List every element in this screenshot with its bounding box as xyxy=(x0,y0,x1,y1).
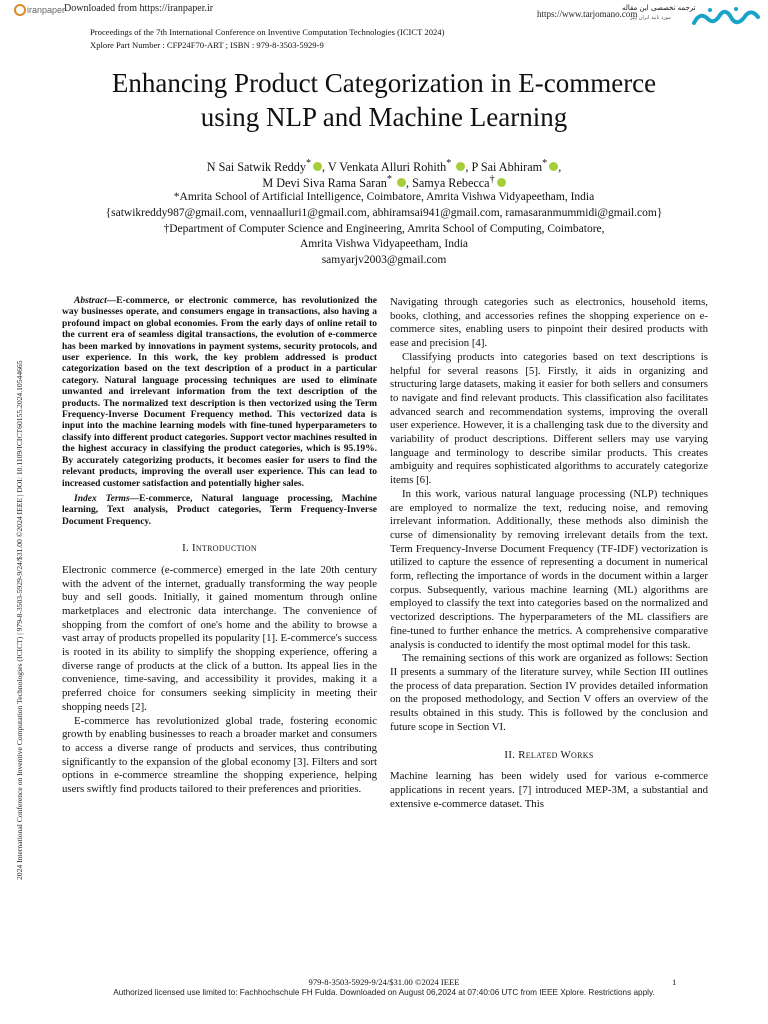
index-terms-text: —E-commerce, Natural language processing, Machine learning, Text analysis, Product categories, Term Frequency-Inverse Document Frequency. xyxy=(62,493,377,527)
tarjomano-tagline: ترجمه تخصصی این مقاله xyxy=(622,4,696,12)
xplore-part-line: Xplore Part Number : CFP24F70-ART ; ISBN : 979-8-3503-5929-9 xyxy=(90,40,324,50)
corresponding-email: samyarjv2003@gmail.com xyxy=(321,254,447,266)
index-terms xyxy=(62,494,377,528)
author-separator: , xyxy=(465,160,469,175)
author-name: Samya Rebecca xyxy=(412,176,490,191)
proceedings-line: Proceedings of the 7th International Conference on Inventive Computation Technologies (ICICT 2024) xyxy=(90,27,445,37)
iranpaper-logo-icon xyxy=(14,4,26,16)
license-footer: Authorized licensed use limited to: Fachhochschule FH Fulda. Downloaded on August 06,2024 at 07:40:06 UTC from IEEE Xplore. Restrictions apply. xyxy=(113,988,655,997)
related-paragraph-1: Machine learning has been widely used for various e-commerce applications in recent years. [7] introduced MEP-3M, a substantial and extensive e-commerce dataset. This xyxy=(390,770,708,810)
author-line-2 xyxy=(0,172,768,191)
doi-side-strip: 2024 International Conference on Inventive Computation Technologies (ICICT) | 979-8-3503-5929-9/24/$31.00 ©2024 IEEE | DOI: 10.1109/ICICT60155.2024.10544665 xyxy=(15,360,24,880)
right-column xyxy=(390,296,708,811)
right-paragraph-4: The remaining sections of this work are organized as follows: Section II presents a summary of the literature survey, while Section III outlines the process of data preparation. Section IV provides detailed information on the proposed methodology, and Section V offers an overview of the results obtained in this study. This is followed by the conclusion and future scope in Section VI. xyxy=(390,652,708,733)
tarjomano-logo[interactable] xyxy=(690,5,762,31)
author-name: P Sai Abhiram xyxy=(471,160,543,175)
intro-paragraph-2: E-commerce has revolutionized global trade, fostering economic growth by enabling businesses to reach a broader market and consumers to access a diverse range of products and services, thus contributing significantly to the expansion of the global economy [3]. Filters and sort options in e-commerce streamline the shopping experience, helping users swiftly find products tailored to their preferences and priorities. xyxy=(62,714,377,796)
page-number: 1 xyxy=(672,977,677,987)
tarjomano-subtagline: مورد تایید ایران پیپر xyxy=(630,15,671,21)
abstract xyxy=(62,296,377,490)
paper-title xyxy=(0,66,768,134)
section-heading-related-works: II. Related Works xyxy=(504,748,594,761)
right-paragraph-2: Classifying products into categories based on text descriptions is helpful for several reasons [5]. Firstly, it aids in organizing and structuring large datasets, making it easier for both sellers and consumers to navigate and find relevant products. This classification also facilitates advanced search and recommendation systems, improving the overall user experience. However, it is a challenging task due to the diversity and variability of product descriptions. Different sellers may use varying language and terminology to describe similar products. This creates ambiguity and requires sophisticated algorithms to accurately categorize items [6]. xyxy=(390,350,708,487)
right-paragraph-1: Navigating through categories such as electronics, household items, books, clothing, and accessories refines the shopping experience on e-commerce sites, enabling users to pinpoint their desired products with ease and precision [4]. xyxy=(390,296,708,350)
author-emails: {satwikreddy987@gmail.com, vennaalluri1@gmail.com, abhiramsai941@gmail.com, ramasaranmummidi@gmail.com} xyxy=(105,207,663,219)
affiliation-marker: * xyxy=(386,174,392,185)
author-separator: , xyxy=(322,160,326,175)
orcid-icon[interactable] xyxy=(549,162,558,171)
orcid-icon[interactable] xyxy=(397,178,406,187)
tarjomano-link[interactable]: https://www.tarjomano.com xyxy=(537,9,638,19)
isbn-footer: 979-8-3503-5929-9/24/$31.00 ©2024 IEEE xyxy=(308,977,460,987)
affiliation-marker: † xyxy=(489,174,495,185)
author-name: V Venkata Alluri Rohith xyxy=(327,160,447,175)
title-line-1: Enhancing Product Categorization in E-commerce xyxy=(111,68,657,98)
iranpaper-logo-text: iranpaper xyxy=(27,5,66,15)
author-name: M Devi Siva Rama Saran xyxy=(262,176,387,191)
affiliation-marker: * xyxy=(305,158,312,169)
affiliation-1: *Amrita School of Artificial Intelligence, Coimbatore, Amrita Vishwa Vidyapeetham, India xyxy=(173,191,595,203)
section-heading-introduction: I. Introduction xyxy=(182,542,257,555)
affiliation-marker: * xyxy=(446,158,452,169)
affiliation-2-cont: Amrita Vishwa Vidyapeetham, India xyxy=(299,238,469,250)
orcid-icon[interactable] xyxy=(497,178,506,187)
left-column xyxy=(62,296,377,797)
iranpaper-logo[interactable] xyxy=(14,4,66,18)
orcid-icon[interactable] xyxy=(313,162,322,171)
author-separator: , xyxy=(558,160,562,175)
intro-paragraph-1: Electronic commerce (e-commerce) emerged in the late 20th century with the advent of the internet, gradually transforming the way people buy and sell goods. Initially, it gained momentum through online marketplaces and electronic data interchange. The convenience of shopping from the comfort of one's home and the ability to browse a vast array of products propelled its popularity [1]. E-commerce's success is rooted in its ability to simplify the shopping experience, offering a diverse range of products at the click of a button. Its appeal lies in the convenience, time-saving, and accessibility it provides, making it a preferred choice for consumers seeking simplicity in meeting their shopping needs [2]. xyxy=(62,563,377,713)
affiliation-2: †Department of Computer Science and Engineering, Amrita School of Computing, Coimbatore, xyxy=(163,223,605,235)
author-name: N Sai Satwik Reddy xyxy=(206,160,306,175)
index-terms-label: Index Terms xyxy=(74,493,130,504)
title-line-2: using NLP and Machine Learning xyxy=(200,102,568,132)
abstract-text: —E-commerce, or electronic commerce, has revolutionized the way businesses operate, and consumers engage in transactions, also having a profound impact on global economies. From the early days of online retail to the current era of seamless digital transactions, the evolution of e-commerce has been marked by innovations in payment systems, security protocols, and user experience. In this work, the key problem addressed is product categorization based on the text description of a product in a particular category. Natural language processing techniques are used to eliminate unwanted and irrelevant information from the text description of the products. The normalized text description is then vectorized using the Term Frequency-Inverse Document Frequency method. This vectorized data is input into the machine learning models with fine-tuned hyperparameters to classify into different product categories. Support vector machines resulted in the highest accuracy in classifying the product categories, which is 95.19%. By accurately categorizing products, it becomes easier for users to find the relevant products, improving the overall user experience. This can lead to increased customer satisfaction and potentially higher sales. xyxy=(62,296,377,489)
right-paragraph-3: In this work, various natural language processing (NLP) techniques are employed to normalize the text, reducing noise, and removing irrelevant information. Additionally, these methods also diminish the curse of dimensionality by removing irrelevant details from the text. Term Frequency-Inverse Document Frequency (TF-IDF) vectorization is utilized to capture the essence of representing a document in numerical form, reflecting the importance of words in the document within a larger corpus. Subsequently, various machine learning (ML) algorithms are employed to classify the text into categories based on the normalized and vectorized descriptions. The hyperparameters of the ML classifiers are fine-tuned to further enhance the metrics. A comprehensive comparative analysis is conducted to identify the most optimal model for this task. xyxy=(390,487,708,651)
author-separator: , xyxy=(406,176,410,191)
abstract-label: Abstract xyxy=(74,296,107,306)
tarjomano-logo-icon xyxy=(690,5,762,31)
downloaded-from-link[interactable]: Downloaded from https://iranpaper.ir xyxy=(64,3,214,14)
affiliation-marker: * xyxy=(542,158,548,169)
